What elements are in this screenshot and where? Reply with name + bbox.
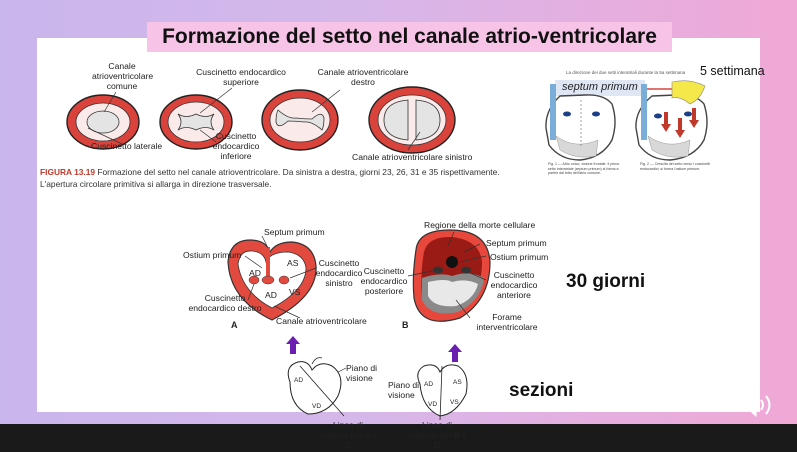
slide-title: Formazione del setto nel canale atrio-ventricolare bbox=[147, 22, 672, 52]
panel-b-cuscinetto-posteriore: Cuscinetto endocardico posteriore bbox=[360, 266, 408, 296]
label-canale-sinistro: Canale atrioventricolare sinistro bbox=[352, 152, 473, 162]
label-canale-destro: Canale atrioventricolare destro bbox=[317, 67, 409, 87]
bottom-left-piano: Piano di visione bbox=[346, 363, 378, 383]
bottom-left-vd: VD bbox=[312, 403, 322, 410]
panel-a-letter: A bbox=[231, 320, 238, 330]
panel-b-cuscinetto-anteriore: Cuscinetto endocardico anteriore bbox=[490, 270, 538, 300]
bottom-right-vd: VD bbox=[428, 401, 438, 408]
speaker-icon[interactable] bbox=[738, 390, 778, 420]
septum-primum-label: septum primum bbox=[562, 81, 638, 93]
panel-b-morte-cellulare: Regione della morte cellulare bbox=[424, 220, 536, 230]
panel-b-ostium-primum: Ostium primum bbox=[490, 252, 549, 262]
bottom-right-linea: Linea di sezione per B e D bbox=[407, 420, 467, 450]
caption-text: Formazione del setto nel canale atrioventricolare. Da sinistra a destra, giorni 23, 26, 31 e 35 rispettivamente. L'apertura circolare primitiva si allarga in direzione trasversale. bbox=[40, 167, 500, 189]
label-cuscinetto-superiore: Cuscinetto endocardico superiore bbox=[196, 67, 286, 87]
sezioni-label: sezioni bbox=[509, 380, 574, 401]
right-fig2-caption: Fig. 2 — Crescita del setto verso i cuscinetti endocardici; si forma l'ostium primum. bbox=[640, 162, 710, 171]
bottom-left-linea: Linea di sezione per A e C bbox=[318, 420, 378, 450]
bottom-left-ad: AD bbox=[294, 377, 304, 384]
panel-a-as: AS bbox=[287, 258, 299, 268]
days-label: 30 giorni bbox=[566, 271, 646, 292]
caption-figure-number: FIGURA 13.19 bbox=[40, 167, 96, 177]
panel-b-septum-primum: Septum primum bbox=[486, 238, 547, 248]
week-label: 5 settimana bbox=[700, 64, 765, 78]
right-figure-header: La direzione dei due setti interatriali durante la 5a settimana bbox=[566, 70, 686, 75]
panel-b-letter: B bbox=[402, 320, 409, 330]
label-cuscinetto-laterale: Cuscinetto laterale bbox=[91, 141, 163, 151]
label-canale-comune: Canale atrioventricolare comune bbox=[92, 61, 154, 91]
bottom-right-ad: AD bbox=[424, 381, 434, 388]
panel-a-septum-primum: Septum primum bbox=[264, 227, 325, 237]
label-cuscinetto-inferiore: Cuscinetto endocardico inferiore bbox=[212, 131, 260, 161]
panel-a-ostium-primum: Ostium primum bbox=[183, 250, 242, 260]
bottom-right-piano: Piano di visione bbox=[388, 380, 420, 400]
right-fig1-caption: Fig. 1 — Atrio unico, visione frontale. Il primo setto interatriale (septum primum) si forma a partire dal tetto dell'atrio comune. bbox=[548, 162, 620, 176]
panel-a-ad: AD bbox=[249, 268, 261, 278]
panel-a-canale: Canale atrioventricolare bbox=[276, 316, 367, 326]
panel-a-vs: VS bbox=[289, 287, 301, 297]
panel-a-cuscinetto-sinistro: Cuscinetto endocardico sinistro bbox=[315, 258, 363, 288]
panel-a-ad-lower: AD bbox=[265, 290, 277, 300]
panel-a-cuscinetto-destro: Cuscinetto endocardico destro bbox=[188, 293, 262, 313]
panel-b-forame: Forame interventricolare bbox=[476, 312, 538, 332]
bottom-right-vs: VS bbox=[450, 399, 459, 406]
bottom-right-as: AS bbox=[453, 379, 462, 386]
